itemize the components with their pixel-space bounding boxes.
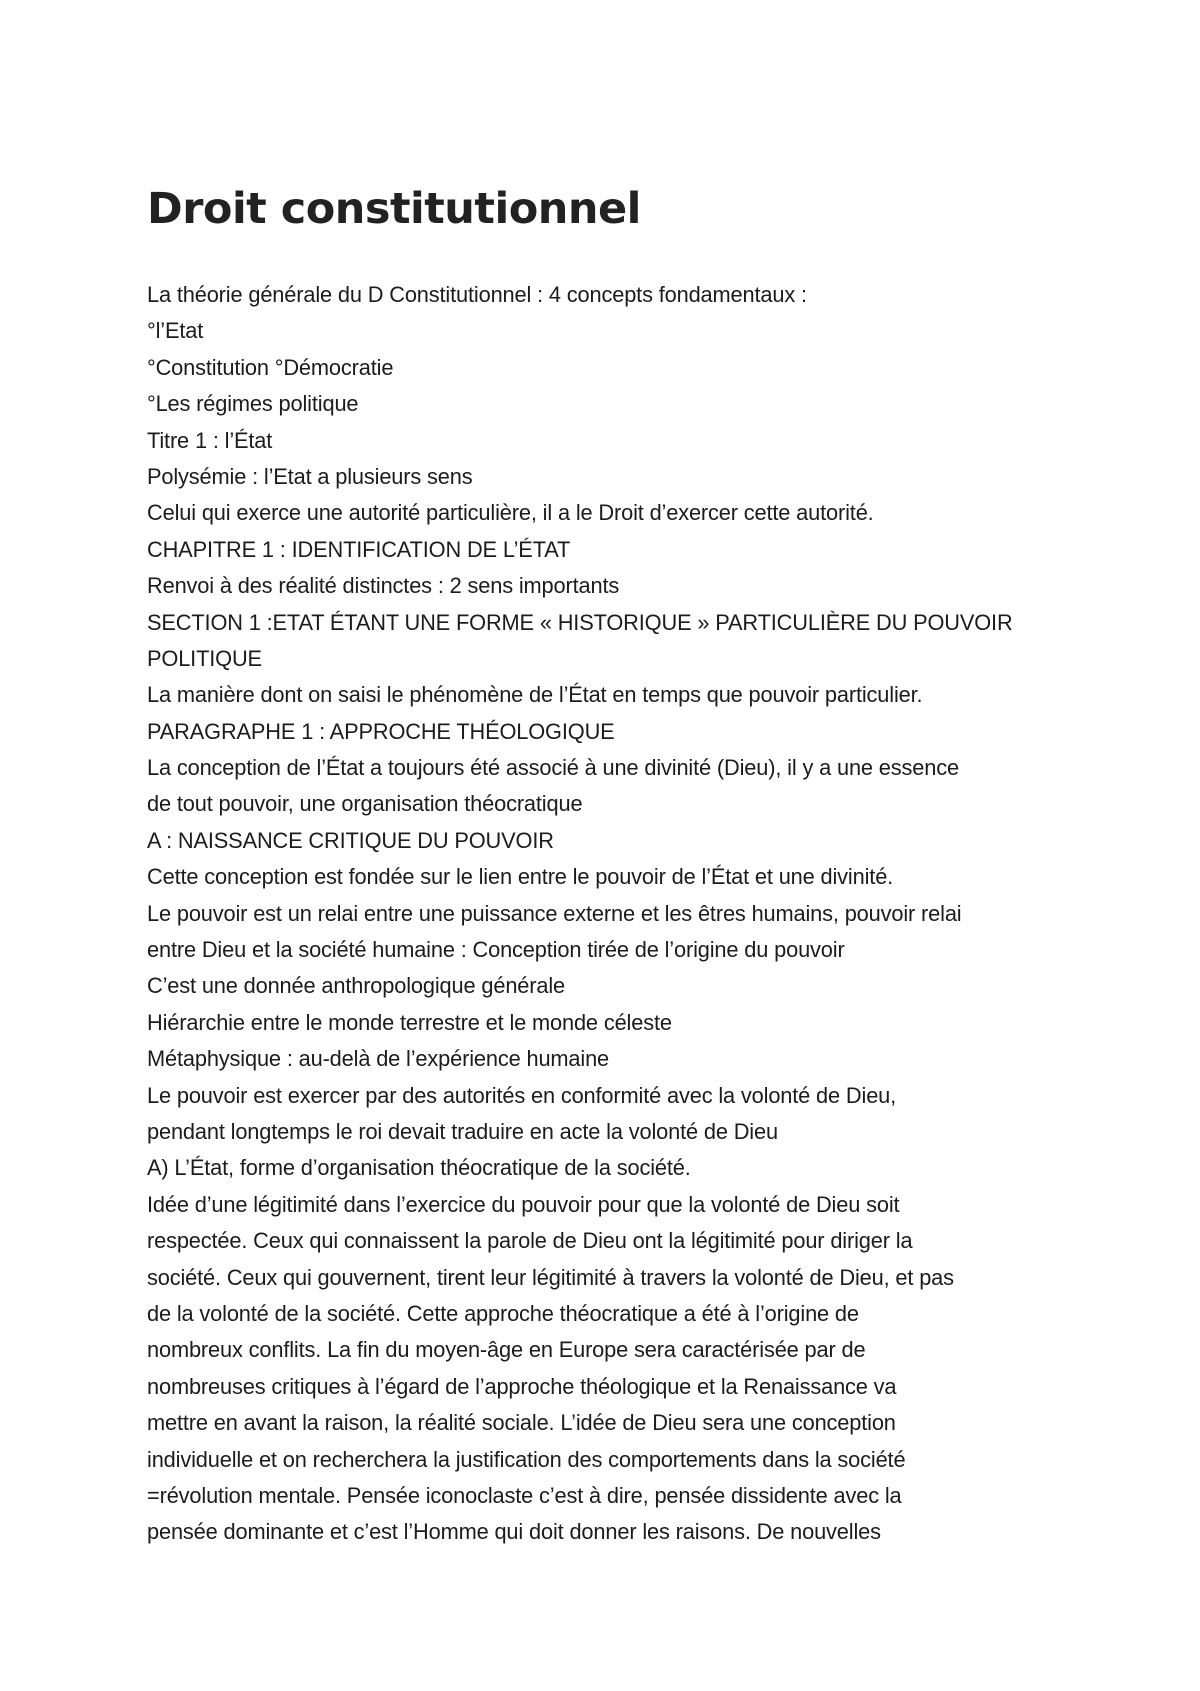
text-line: Cette conception est fondée sur le lien entre le pouvoir de l’État et une divinité. — [147, 864, 894, 890]
text-line: entre Dieu et la société humaine : Conception tirée de l’origine du pouvoir — [147, 937, 845, 963]
text-line: SECTION 1 :ETAT ÉTANT UNE FORME « HISTORIQUE » PARTICULIÈRE DU POUVOIR — [147, 609, 1013, 635]
text-line: Celui qui exerce une autorité particulière, il a le Droit d’exercer cette autorité. — [147, 500, 874, 526]
text-line: de tout pouvoir, une organisation théocratique — [147, 791, 583, 817]
text-line: pensée dominante et c’est l’Homme qui doit donner les raisons. De nouvelles — [147, 1519, 881, 1545]
text-line: °l’Etat — [147, 318, 204, 344]
text-line: A : NAISSANCE CRITIQUE DU POUVOIR — [147, 827, 554, 853]
text-line: société. Ceux qui gouvernent, tirent leur légitimité à travers la volonté de Dieu, et pas — [147, 1264, 954, 1290]
text-line: °Constitution °Démocratie — [147, 354, 394, 380]
text-line: individuelle et on recherchera la justification des comportements dans la société — [147, 1446, 906, 1472]
text-line: pendant longtemps le roi devait traduire en acte la volonté de Dieu — [147, 1118, 778, 1144]
text-line: Titre 1 : l’État — [147, 427, 273, 453]
document-body — [147, 277, 1087, 1551]
text-line: Le pouvoir est exercer par des autorités en conformité avec la volonté de Dieu, — [147, 1082, 897, 1108]
text-line: C’est une donnée anthropologique générale — [147, 973, 566, 999]
text-line: =révolution mentale. Pensée iconoclaste c’est à dire, pensée dissidente avec la — [147, 1482, 902, 1508]
text-line: respectée. Ceux qui connaissent la parole de Dieu ont la légitimité pour diriger la — [147, 1228, 913, 1254]
text-line: PARAGRAPHE 1 : APPROCHE THÉOLOGIQUE — [147, 718, 615, 744]
text-line: mettre en avant la raison, la réalité sociale. L’idée de Dieu sera une conception — [147, 1410, 896, 1436]
text-line: Hiérarchie entre le monde terrestre et le monde céleste — [147, 1009, 672, 1035]
text-line: La théorie générale du D Constitutionnel : 4 concepts fondamentaux : — [147, 282, 807, 307]
text-line: nombreux conflits. La fin du moyen-âge en Europe sera caractérisée par de — [147, 1337, 866, 1363]
document-title: Droit constitutionnel — [147, 184, 641, 234]
text-line: CHAPITRE 1 : IDENTIFICATION DE L’ÉTAT — [147, 536, 571, 562]
text-line: POLITIQUE — [147, 645, 262, 671]
text-line: nombreuses critiques à l’égard de l’approche théologique et la Renaissance va — [147, 1373, 897, 1399]
text-line: °Les régimes politique — [147, 391, 359, 417]
text-line: Idée d’une légitimité dans l’exercice du pouvoir pour que la volonté de Dieu soit — [147, 1191, 900, 1217]
text-line: La conception de l’État a toujours été associé à une divinité (Dieu), il y a une essence — [147, 755, 959, 781]
text-line: Polysémie : l’Etat a plusieurs sens — [147, 463, 473, 489]
text-line: Métaphysique : au-delà de l’expérience humaine — [147, 1046, 610, 1072]
text-line: de la volonté de la société. Cette approche théocratique a été à l’origine de — [147, 1300, 859, 1326]
text-line: A) L’État, forme d’organisation théocratique de la société. — [147, 1155, 691, 1181]
text-line: Renvoi à des réalité distinctes : 2 sens importants — [147, 573, 620, 599]
text-line: La manière dont on saisi le phénomène de l’État en temps que pouvoir particulier. — [147, 682, 923, 708]
text-line: Le pouvoir est un relai entre une puissance externe et les êtres humains, pouvoir relai — [147, 900, 962, 926]
